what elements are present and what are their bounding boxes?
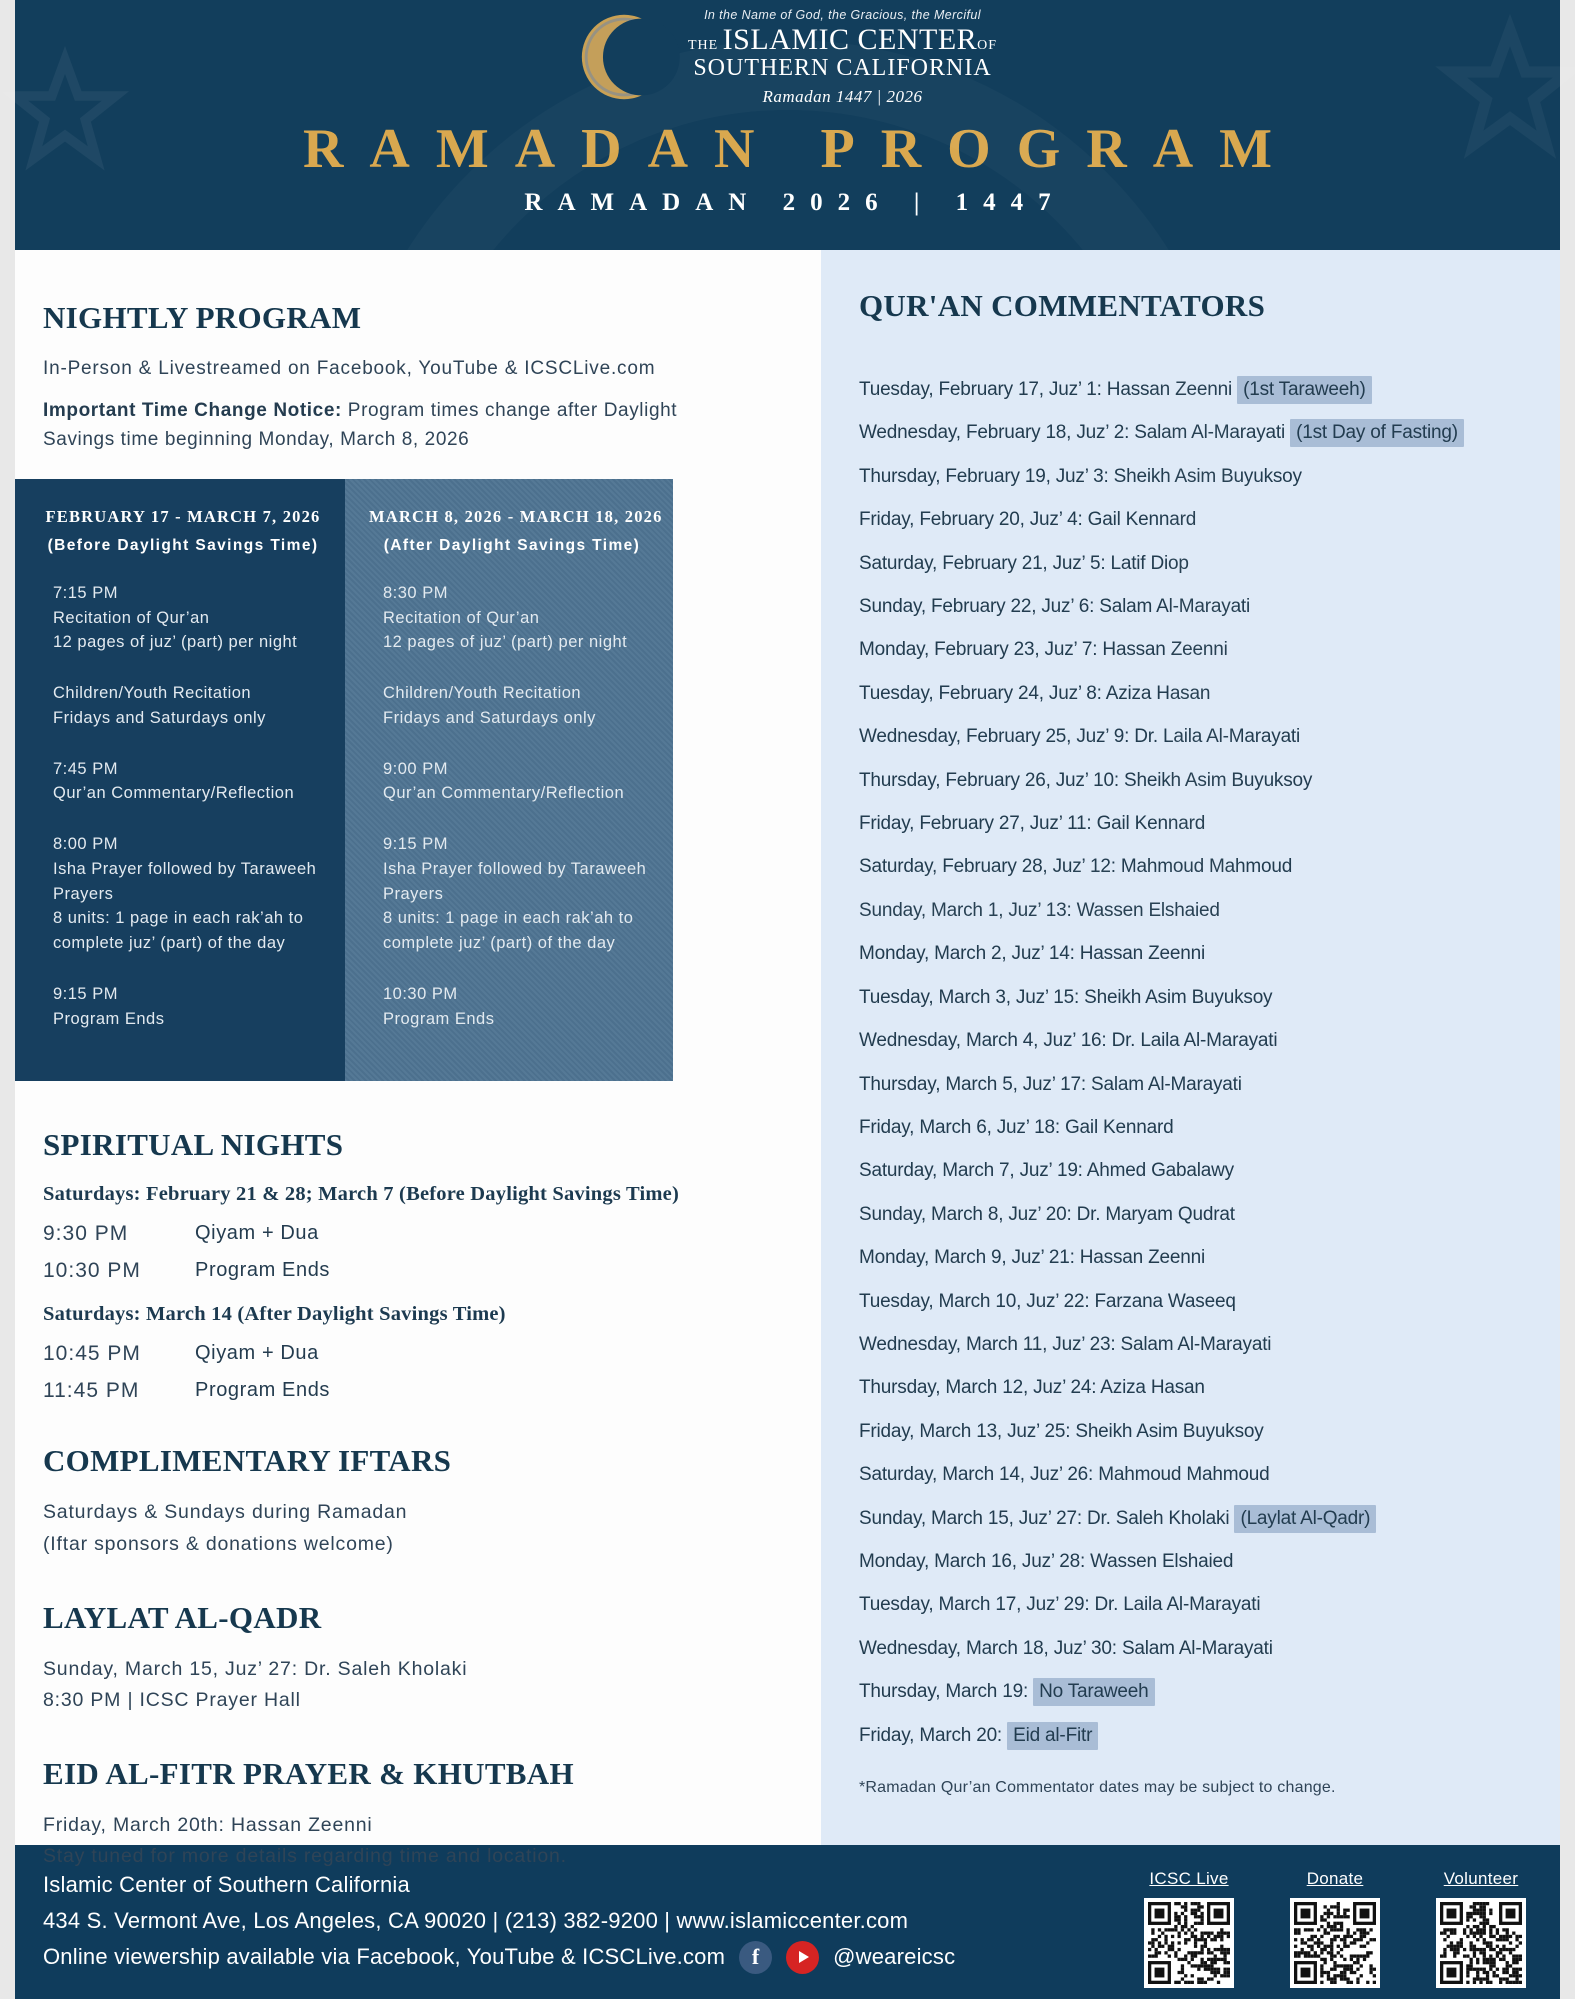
qr-code: [1436, 1898, 1526, 1988]
qr-label: ICSC Live: [1149, 1869, 1229, 1888]
org-name-line1: [688, 25, 997, 55]
commentator-entry: [859, 1019, 1534, 1062]
facebook-icon: f: [739, 1941, 772, 1974]
commentator-list: [859, 368, 1534, 1757]
spiritual-rows: [43, 1222, 793, 1283]
commentator-entry: [859, 672, 1534, 715]
commentator-entry: [859, 585, 1534, 628]
schedule-session: 7:45 PM Qur’an Commentary/Reflection: [53, 759, 295, 803]
commentator-entry: [859, 759, 1534, 802]
laylat-lines: [43, 1654, 793, 1716]
commentator-entry-text: Sunday, February 22, Juz’ 6: Salam Al-Marayati: [859, 596, 1251, 618]
nightly-program-heading: NIGHTLY PROGRAM: [43, 300, 362, 335]
commentator-entry-text: Tuesday, March 3, Juz’ 15: Sheikh Asim Buyuksoy: [859, 986, 1273, 1008]
footer-qr-group: [1144, 1869, 1526, 1988]
section-line: Friday, March 20th: Hassan Zeenni: [43, 1814, 373, 1837]
footer-contact-block: [43, 1867, 955, 1975]
commentator-entry: [859, 1280, 1534, 1323]
crescent-moon-icon: [578, 9, 674, 105]
schedule-session: 8:30 PM Recitation of Qur’an 12 pages of juz’ (part) per night: [383, 583, 628, 652]
commentator-entry: [859, 845, 1534, 888]
spiritual-row: 11:45 PM Program Ends: [43, 1379, 331, 1403]
commentators-heading: QUR'AN COMMENTATORS: [859, 288, 1266, 323]
spiritual-nights-heading: SPIRITUAL NIGHTS: [43, 1127, 344, 1163]
before-dst-label: (Before Daylight Savings Time): [47, 536, 319, 554]
commentator-entry-text: Friday, February 20, Juz’ 4: Gail Kennard: [859, 509, 1197, 531]
footer-social-row: [43, 1939, 955, 1975]
schedule-session: 9:00 PM Qur’an Commentary/Reflection: [383, 759, 625, 803]
commentator-entry: [859, 1410, 1534, 1453]
commentator-entry-text: Saturday, March 14, Juz’ 26: Mahmoud Mahmoud: [859, 1464, 1270, 1486]
schedule-after-dst: [345, 479, 673, 1082]
qr-code: [1290, 1898, 1380, 1988]
qr-label: Volunteer: [1443, 1869, 1519, 1888]
pattern-star-right-icon: [1440, 30, 1575, 170]
commentator-entry-text: Saturday, February 28, Juz’ 12: Mahmoud Mahmoud: [859, 856, 1293, 878]
spiritual-group: [43, 1303, 793, 1403]
section-line: Stay tuned for more details regarding time and location.: [43, 1845, 567, 1868]
schedule-boxes: [15, 479, 821, 1082]
schedule-session: Children/Youth Recitation Fridays and Saturdays only: [383, 684, 596, 727]
commentator-entry-text: Tuesday, February 17, Juz’ 1: Hassan Zeenni: [859, 379, 1238, 400]
commentator-entry-text: Saturday, March 7, Juz’ 19: Ahmed Gabalawy: [859, 1160, 1234, 1182]
qr-column-donate: [1290, 1869, 1380, 1988]
footer-org-name: Islamic Center of Southern California: [43, 1872, 410, 1897]
qr-label: Donate: [1306, 1869, 1364, 1888]
commentator-entry: [859, 1714, 1534, 1757]
pattern-star-left-icon: [5, 60, 125, 180]
before-sessions: [53, 581, 327, 1032]
commentator-entry: [859, 542, 1534, 585]
livestream-line: In-Person & Livestreamed on Facebook, YouTube & ICSCLive.com: [43, 358, 656, 379]
bismillah-line: In the Name of God, the Gracious, the Merciful: [704, 8, 981, 22]
commentator-entry: [859, 1497, 1534, 1540]
spiritual-subheading: Saturdays: February 21 & 28; March 7 (Before Daylight Savings Time): [43, 1183, 679, 1206]
eid-section: [15, 1756, 821, 1872]
commentator-entry: [859, 498, 1534, 541]
org-name-line2: SOUTHERN CALIFORNIA: [693, 55, 992, 81]
complimentary-iftars-section: [15, 1443, 821, 1559]
commentator-entry-text: Friday, February 27, Juz’ 11: Gail Kennard: [859, 813, 1206, 835]
commentator-entry: [859, 1193, 1534, 1236]
commentator-entry-text: Thursday, February 26, Juz’ 10: Sheikh Asim Buyuksoy: [859, 769, 1313, 791]
spiritual-subheading: Saturdays: March 14 (After Daylight Savings Time): [43, 1303, 506, 1326]
eid-heading: EID AL-FITR PRAYER & KHUTBAH: [43, 1756, 574, 1792]
commentator-entry: [859, 368, 1534, 411]
commentator-entry-text: Thursday, March 19:: [859, 1681, 1034, 1703]
notice-bold: Important Time Change Notice:: [43, 400, 342, 421]
nightly-program-section: [15, 250, 821, 455]
commentator-entry-note: (1st Day of Fasting): [1290, 419, 1464, 447]
left-column: [15, 250, 821, 1868]
commentator-entry-text: Monday, February 23, Juz’ 7: Hassan Zeenni: [859, 639, 1228, 661]
schedule-session: Children/Youth Recitation Fridays and Saturdays only: [53, 684, 266, 727]
commentator-entry: [859, 411, 1534, 454]
section-line: (Iftar sponsors & donations welcome): [43, 1532, 394, 1555]
schedule-session: 9:15 PM Program Ends: [53, 984, 165, 1028]
spiritual-row: 10:45 PM Qiyam + Dua: [43, 1342, 319, 1366]
org-identity: [688, 8, 997, 107]
page-title: RAMADAN PROGRAM: [302, 117, 1298, 180]
footer-address-line: 434 S. Vermont Ave, Los Angeles, CA 90020 | (213) 382-9200 | www.islamiccenter.com: [43, 1908, 909, 1933]
commentator-entry-note: (Laylat Al-Qadr): [1234, 1505, 1376, 1533]
spiritual-row: 9:30 PM Qiyam + Dua: [43, 1222, 319, 1246]
commentator-entry-text: Friday, March 20:: [859, 1724, 1008, 1746]
commentator-entry-note: (1st Taraweeh): [1237, 376, 1372, 404]
schedule-session: 7:15 PM Recitation of Qur’an 12 pages of juz’ (part) per night: [53, 583, 298, 652]
org-of: OF: [977, 38, 998, 53]
after-sessions: [383, 581, 655, 1032]
footer-online-line: Online viewership available via Facebook, YouTube & ICSCLive.com: [43, 1944, 726, 1969]
commentator-entry: [859, 1627, 1534, 1670]
schedule-before-dst: [15, 479, 345, 1082]
spiritual-row: 10:30 PM Program Ends: [43, 1259, 331, 1283]
schedule-session: 10:30 PM Program Ends: [383, 984, 495, 1028]
laylat-al-qadr-section: [15, 1600, 821, 1716]
eid-lines: [43, 1810, 793, 1872]
commentator-entry-text: Friday, March 13, Juz’ 25: Sheikh Asim Buyuksoy: [859, 1420, 1264, 1442]
commentator-entry-text: Thursday, February 19, Juz’ 3: Sheikh Asim Buyuksoy: [859, 465, 1302, 487]
spiritual-rows: [43, 1342, 793, 1403]
org-the: THE: [687, 38, 719, 53]
commentator-entry-text: Wednesday, March 4, Juz’ 16: Dr. Laila Al-Marayati: [859, 1030, 1278, 1052]
org-main: ISLAMIC CENTER: [722, 23, 978, 56]
time-change-notice: [43, 396, 683, 455]
commentator-entry-text: Saturday, February 21, Juz’ 5: Latif Diop: [859, 552, 1189, 574]
commentator-entry: [859, 1323, 1534, 1366]
ramadan-program-flyer: [15, 0, 1560, 1999]
after-dst-label: (After Daylight Savings Time): [383, 536, 641, 554]
commentators-footnote: *Ramadan Qur’an Commentator dates may be subject to change.: [859, 1779, 1336, 1796]
spiritual-group: [43, 1183, 793, 1283]
commentator-entry: [859, 715, 1534, 758]
commentator-entry-text: Monday, March 16, Juz’ 28: Wassen Elshaied: [859, 1550, 1234, 1572]
qr-column-volunteer: [1436, 1869, 1526, 1988]
section-line: 8:30 PM | ICSC Prayer Hall: [43, 1688, 301, 1711]
notice-rest: Program times change after Daylight Savings time beginning Monday, March 8, 2026: [43, 400, 678, 451]
iftars-lines: [43, 1497, 793, 1559]
after-date-range: MARCH 8, 2026 - MARCH 18, 2026: [369, 506, 663, 526]
commentator-entry-note: Eid al-Fitr: [1007, 1722, 1098, 1750]
commentator-entry-text: Sunday, March 15, Juz’ 27: Dr. Saleh Kholaki: [859, 1507, 1235, 1529]
commentator-entry: [859, 976, 1534, 1019]
commentator-entry-text: Monday, March 9, Juz’ 21: Hassan Zeenni: [859, 1247, 1205, 1269]
qr-column-icsc-live: [1144, 1869, 1234, 1988]
spiritual-groups: [43, 1183, 793, 1403]
page-subtitle: RAMADAN 2026 | 1447: [524, 188, 1066, 216]
commentators-panel: [821, 250, 1560, 1845]
org-season: Ramadan 1447 | 2026: [762, 86, 923, 106]
commentator-entry: [859, 1149, 1534, 1192]
commentator-entry-text: Tuesday, March 17, Juz’ 29: Dr. Laila Al-Marayati: [859, 1594, 1261, 1616]
commentator-entry-text: Wednesday, February 25, Juz’ 9: Dr. Laila Al-Marayati: [859, 726, 1301, 748]
commentator-entry-text: Sunday, March 8, Juz’ 20: Dr. Maryam Qudrat: [859, 1203, 1235, 1225]
body-columns: [15, 250, 1560, 1868]
spiritual-nights-section: [15, 1127, 821, 1403]
commentator-entry: [859, 889, 1534, 932]
header-banner: [15, 0, 1560, 250]
commentator-entry: [859, 1366, 1534, 1409]
commentator-entry-text: Tuesday, February 24, Juz’ 8: Aziza Hasan: [859, 682, 1211, 704]
section-line: Saturdays & Sundays during Ramadan: [43, 1501, 408, 1524]
commentator-entry: [859, 1670, 1534, 1713]
commentator-entry: [859, 455, 1534, 498]
commentator-entry-text: Wednesday, March 11, Juz’ 23: Salam Al-Marayati: [859, 1333, 1272, 1355]
social-handle: @weareicsc: [833, 1944, 956, 1969]
section-line: Sunday, March 15, Juz’ 27: Dr. Saleh Kholaki: [43, 1657, 468, 1680]
schedule-session: 8:00 PM Isha Prayer followed by Taraweeh Prayers 8 units: 1 page in each rak’ah to complete juz’ (part) of the day: [53, 835, 317, 953]
commentator-entry-note: No Taraweeh: [1033, 1678, 1154, 1706]
youtube-icon: [786, 1941, 819, 1974]
youtube-play-glyph: [799, 1951, 809, 1963]
commentator-entry: [859, 932, 1534, 975]
commentator-entry: [859, 802, 1534, 845]
commentator-entry-text: Monday, March 2, Juz’ 14: Hassan Zeenni: [859, 943, 1205, 965]
commentator-entry: [859, 1540, 1534, 1583]
logo-block: [578, 8, 997, 107]
commentator-entry: [859, 628, 1534, 671]
schedule-session: 9:15 PM Isha Prayer followed by Taraweeh Prayers 8 units: 1 page in each rak’ah to complete juz’ (part) of the day: [383, 835, 647, 953]
commentator-entry-text: Thursday, March 12, Juz’ 24: Aziza Hasan: [859, 1377, 1205, 1399]
commentator-entry-text: Wednesday, March 18, Juz’ 30: Salam Al-Marayati: [859, 1637, 1273, 1659]
commentator-entry: [859, 1453, 1534, 1496]
commentator-entry: [859, 1236, 1534, 1279]
commentator-entry: [859, 1063, 1534, 1106]
commentator-entry-text: Tuesday, March 10, Juz’ 22: Farzana Waseeq: [859, 1290, 1236, 1312]
commentator-entry-text: Wednesday, February 18, Juz’ 2: Salam Al-Marayati: [859, 422, 1291, 444]
commentator-entry-text: Sunday, March 1, Juz’ 13: Wassen Elshaied: [859, 899, 1220, 921]
commentator-entry-text: Thursday, March 5, Juz’ 17: Salam Al-Marayati: [859, 1073, 1242, 1095]
qr-code: [1144, 1898, 1234, 1988]
before-date-range: FEBRUARY 17 - MARCH 7, 2026: [45, 506, 321, 526]
laylat-heading: LAYLAT AL-QADR: [43, 1599, 322, 1635]
commentator-entry-text: Friday, March 6, Juz’ 18: Gail Kennard: [859, 1116, 1174, 1138]
commentator-entry: [859, 1106, 1534, 1149]
commentator-entry: [859, 1583, 1534, 1626]
iftars-heading: COMPLIMENTARY IFTARS: [43, 1443, 452, 1479]
